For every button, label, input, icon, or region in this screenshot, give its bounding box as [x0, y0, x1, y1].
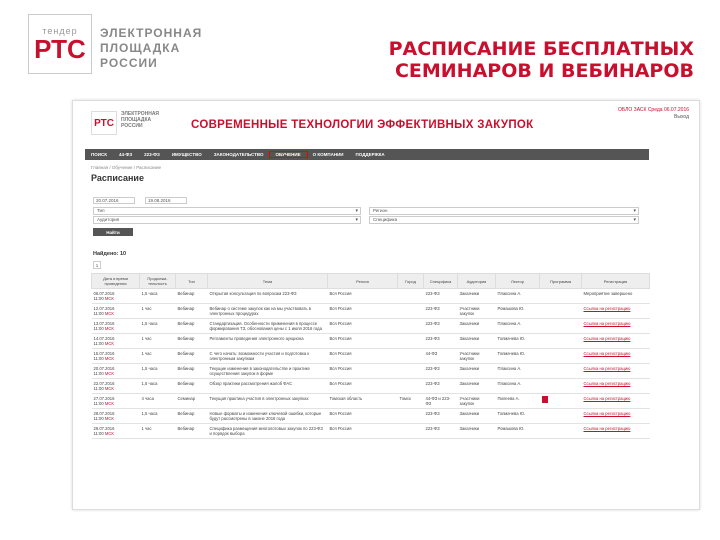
cell-city — [398, 424, 424, 439]
specialization-select[interactable]: Специфика ▾ — [369, 216, 639, 224]
cell-topic: Регламенты проведения электронного аукциона — [208, 334, 328, 349]
cell-city: Томск — [398, 394, 424, 409]
cell-time: 11:00 — [93, 386, 104, 391]
cell-timezone: МСК — [104, 311, 114, 316]
site-logo-line: ЭЛЕКТРОННАЯ — [121, 111, 160, 117]
table-row — [92, 379, 650, 394]
cell-city — [398, 349, 424, 364]
pdf-icon[interactable] — [542, 396, 548, 403]
cell-city — [398, 334, 424, 349]
logo-caption-line: ЭЛЕКТРОННАЯ — [100, 26, 203, 40]
cell-region: Вся Россия — [328, 349, 398, 364]
cell-time: 11:00 — [93, 371, 104, 376]
cell-topic: Вебинар о системе закупок как на мы участвовать в электронных процедурах — [208, 304, 328, 319]
cell-audience: Участники закупок — [458, 394, 496, 409]
cell-type: Семинар — [176, 394, 208, 409]
cell-date-day: 14.07.2016 — [93, 336, 115, 341]
table-header-row — [92, 274, 650, 289]
cell-time: 11:00 — [93, 416, 104, 421]
cell-program — [540, 364, 582, 379]
cell-date-day: 06.07.2016 — [93, 291, 115, 296]
page-title: Расписание — [91, 173, 144, 183]
col-header-topic[interactable]: Тема — [208, 274, 328, 289]
cell-city — [398, 289, 424, 304]
registration-link[interactable]: Ссылка на регистрацию — [582, 334, 650, 349]
cell-duration: 1,5 часа — [140, 289, 176, 304]
cell-type: Вебинар — [176, 409, 208, 424]
site-banner: СОВРЕМЕННЫЕ ТЕХНОЛОГИИ ЭФФЕКТИВНЫХ ЗАКУПОК — [191, 119, 534, 131]
cell-audience: Заказчики — [458, 364, 496, 379]
table-row — [92, 289, 650, 304]
cell-program — [540, 334, 582, 349]
cell-region: Вся Россия — [328, 409, 398, 424]
cell-lector: Ромашова Ю. — [496, 304, 540, 319]
cell-program — [540, 289, 582, 304]
cell-lector: Толмачева Ю. — [496, 349, 540, 364]
cell-date — [92, 409, 140, 424]
cell-duration: 1 час — [140, 334, 176, 349]
cell-lector: Ромашова Ю. — [496, 424, 540, 439]
logo-mark — [28, 14, 92, 74]
cell-date — [92, 319, 140, 334]
cell-timezone: МСК — [104, 371, 114, 376]
cell-date — [92, 349, 140, 364]
type-select[interactable]: Тип ▾ — [93, 207, 361, 215]
rts-tender-logo — [28, 14, 202, 74]
cell-audience: Участники закупок — [458, 349, 496, 364]
registration-link[interactable]: Ссылка на регистрацию — [582, 364, 650, 379]
audience-select[interactable]: Аудитория ▾ — [93, 216, 361, 224]
cell-lector: Плаксина А. — [496, 364, 540, 379]
col-header-audience[interactable]: Аудитория — [458, 274, 496, 289]
cell-date-day: 20.07.2016 — [93, 366, 115, 371]
cell-type: Вебинар — [176, 289, 208, 304]
cell-specifics: 223-ФЗ — [424, 379, 458, 394]
cell-city — [398, 319, 424, 334]
nav-item-training[interactable]: ОБУЧЕНИЕ — [270, 152, 307, 157]
cell-date-day: 12.07.2016 — [93, 306, 115, 311]
cell-program — [540, 409, 582, 424]
site-logo-line: РОССИИ — [121, 123, 143, 129]
cell-audience: Участники закупок — [458, 304, 496, 319]
cell-region: Вся Россия — [328, 289, 398, 304]
cell-duration: 1 час — [140, 424, 176, 439]
breadcrumb[interactable]: Главная / Обучение / Расписание — [91, 165, 162, 170]
col-header-date[interactable]: Дата и время проведения — [92, 274, 140, 289]
cell-time: 11:00 — [93, 341, 104, 346]
col-header-city[interactable]: Город — [398, 274, 424, 289]
cell-region: Вся Россия — [328, 334, 398, 349]
cell-type: Вебинар — [176, 379, 208, 394]
logo-big-text: РТС — [34, 34, 86, 64]
cell-specifics: 223-ФЗ — [424, 289, 458, 304]
user-info[interactable]: ОБЛО ЗАСК Среда 06.07.2016 — [617, 107, 689, 113]
cell-program — [540, 349, 582, 364]
cell-duration: 1 час — [140, 304, 176, 319]
cell-duration: 4 часа — [140, 394, 176, 409]
cell-timezone: МСК — [104, 296, 114, 301]
cell-date — [92, 364, 140, 379]
table-row — [92, 394, 650, 409]
cell-duration: 1,5 часа — [140, 379, 176, 394]
cell-date-day: 15.07.2016 — [93, 351, 115, 356]
col-header-specifics[interactable]: Специфика — [424, 274, 458, 289]
cell-specifics: 44-ФЗ и 223-ФЗ — [424, 394, 458, 409]
cell-audience: Заказчики — [458, 319, 496, 334]
col-header-type[interactable]: Тип — [176, 274, 208, 289]
cell-program — [540, 379, 582, 394]
cell-city — [398, 379, 424, 394]
nav-item-223fz[interactable]: 223-ФЗ — [144, 152, 160, 157]
cell-audience: Заказчики — [458, 289, 496, 304]
cell-date — [92, 334, 140, 349]
cell-audience: Заказчики — [458, 424, 496, 439]
nav-item-support[interactable]: ПОДДЕРЖКА — [355, 152, 385, 157]
logo-caption-line: РОССИИ — [100, 56, 158, 70]
cell-time: 11:00 — [93, 431, 104, 436]
cell-specifics: 223-ФЗ — [424, 409, 458, 424]
cell-date-day: 27.07.2016 — [93, 396, 115, 401]
cell-duration: 1,5 часа — [140, 319, 176, 334]
cell-timezone: МСК — [104, 386, 114, 391]
logout-link[interactable]: Выход — [674, 114, 689, 120]
schedule-table — [91, 273, 650, 439]
cell-date — [92, 424, 140, 439]
cell-time: 11:00 — [93, 401, 104, 406]
website-screenshot — [72, 100, 700, 510]
cell-date — [92, 304, 140, 319]
cell-audience: Заказчики — [458, 334, 496, 349]
cell-timezone: МСК — [104, 416, 114, 421]
logo-small-text: тендер — [42, 26, 78, 36]
cell-audience: Заказчики — [458, 409, 496, 424]
registration-link[interactable]: Ссылка на регистрацию — [582, 394, 650, 409]
pagination-page[interactable]: 1 — [93, 261, 101, 269]
cell-timezone: МСК — [104, 401, 114, 406]
main-nav — [85, 149, 649, 160]
cell-timezone: МСК — [104, 431, 114, 436]
cell-duration: 1,5 часа — [140, 364, 176, 379]
nav-item-property[interactable]: ИМУЩЕСТВО — [171, 152, 202, 157]
cell-duration: 1 час — [140, 349, 176, 364]
region-select[interactable]: Регион ▾ — [369, 207, 639, 215]
cell-date-day: 13.07.2016 — [93, 321, 115, 326]
site-header — [73, 101, 699, 145]
cell-specifics: 223-ФЗ — [424, 334, 458, 349]
table-row — [92, 364, 650, 379]
cell-lector: Пилеева А. — [496, 394, 540, 409]
cell-program — [540, 424, 582, 439]
cell-time: 11:00 — [93, 311, 104, 316]
cell-timezone: МСК — [104, 356, 114, 361]
col-header-lector[interactable]: Лектор — [496, 274, 540, 289]
cell-region: Вся Россия — [328, 424, 398, 439]
cell-program — [540, 319, 582, 334]
cell-topic: Текущие изменения в законодательстве и практике осуществления закупок в форме — [208, 364, 328, 379]
registration-link[interactable]: Ссылка на регистрацию — [582, 409, 650, 424]
nav-item-44fz[interactable]: 44-ФЗ — [118, 152, 133, 157]
cell-topic: Стандартизация. Особенности применения в процессе формирования ТЗ, обоснования цены с 1 июля 2016 года — [208, 319, 328, 334]
cell-timezone: МСК — [104, 341, 114, 346]
table-row — [92, 349, 650, 364]
cell-region: Вся Россия — [328, 319, 398, 334]
table-row — [92, 409, 650, 424]
cell-city — [398, 304, 424, 319]
cell-region: Вся Россия — [328, 364, 398, 379]
cell-topic: Открытая консультация по вопросам 223-ФЗ — [208, 289, 328, 304]
cell-audience: Заказчики — [458, 379, 496, 394]
table-row — [92, 319, 650, 334]
cell-type: Вебинар — [176, 334, 208, 349]
col-header-duration[interactable]: Продолжи-тельность — [140, 274, 176, 289]
cell-date-day: 22.07.2016 — [93, 381, 115, 386]
registration-status: Мероприятие завершено — [582, 289, 650, 304]
cell-specifics: 44-ФЗ — [424, 349, 458, 364]
cell-lector: Толмачева Ю. — [496, 409, 540, 424]
nav-item-about[interactable]: О КОМПАНИИ — [312, 152, 344, 157]
table-row — [92, 334, 650, 349]
registration-link[interactable]: Ссылка на регистрацию — [582, 349, 650, 364]
cell-lector: Толмачева Ю. — [496, 334, 540, 349]
cell-topic: Новые форматы и изменения ключевой ошибки, которые будут рассмотрены в законе 2016 года — [208, 409, 328, 424]
cell-specifics: 223-ФЗ — [424, 364, 458, 379]
cell-date — [92, 394, 140, 409]
cell-topic: Специфика размещения многолотовых закупок по 223-ФЗ и порядок выбора — [208, 424, 328, 439]
registration-link[interactable]: Ссылка на регистрацию — [582, 319, 650, 334]
cell-specifics: 223-ФЗ — [424, 319, 458, 334]
cell-program — [540, 394, 582, 409]
cell-date — [92, 379, 140, 394]
cell-region: Томская область — [328, 394, 398, 409]
date-from-input[interactable]: 20.07.2016 — [93, 197, 135, 204]
find-button[interactable]: Найти — [93, 228, 133, 236]
slide-title-line1: РАСПИСАНИЕ БЕСПЛАТНЫХ — [388, 38, 694, 60]
registration-link[interactable]: Ссылка на регистрацию — [582, 424, 650, 439]
cell-type: Вебинар — [176, 319, 208, 334]
date-to-input[interactable]: 19.08.2016 — [145, 197, 187, 204]
cell-topic: Текущая практика участия в электронных закупках — [208, 394, 328, 409]
registration-link[interactable]: Ссылка на регистрацию — [582, 304, 650, 319]
logo-caption — [100, 26, 202, 71]
cell-region: Вся Россия — [328, 304, 398, 319]
cell-time: 11:00 — [93, 326, 104, 331]
logo-caption-line: ПЛОЩАДКА — [100, 41, 181, 55]
cell-date-day: 29.07.2016 — [93, 426, 115, 431]
cell-timezone: МСК — [104, 326, 114, 331]
cell-date-day: 28.07.2016 — [93, 411, 115, 416]
cell-type: Вебинар — [176, 424, 208, 439]
site-logo-mark: РТС — [91, 111, 117, 135]
cell-lector: Плаксина А. — [496, 289, 540, 304]
col-header-program[interactable]: Программа — [540, 274, 582, 289]
cell-city — [398, 409, 424, 424]
nav-item-legislation[interactable]: ЗАКОНОДАТЕЛЬСТВО — [213, 152, 264, 157]
site-logo[interactable] — [91, 111, 159, 135]
registration-link[interactable]: Ссылка на регистрацию — [582, 379, 650, 394]
cell-type: Вебинар — [176, 304, 208, 319]
cell-time: 11:00 — [93, 296, 104, 301]
cell-city — [398, 364, 424, 379]
cell-program — [540, 304, 582, 319]
site-logo-caption — [121, 111, 159, 135]
col-header-registration[interactable]: Регистрация — [582, 274, 650, 289]
cell-type: Вебинар — [176, 349, 208, 364]
user-box — [618, 107, 689, 121]
cell-topic: Обзор практики рассмотрения жалоб ФАС — [208, 379, 328, 394]
table-row — [92, 304, 650, 319]
table-row — [92, 424, 650, 439]
col-header-region[interactable]: Регион — [328, 274, 398, 289]
slide-title-line2: СЕМИНАРОВ И ВЕБИНАРОВ — [394, 60, 694, 82]
nav-item-search[interactable]: ПОИСК — [91, 152, 107, 157]
cell-time: 11:00 — [93, 356, 104, 361]
slide-title — [389, 38, 694, 82]
results-count: Найдено: 10 — [93, 251, 127, 257]
cell-type: Вебинар — [176, 364, 208, 379]
cell-lector: Плаксина А. — [496, 319, 540, 334]
cell-date — [92, 289, 140, 304]
cell-specifics: 223-ФЗ — [424, 304, 458, 319]
cell-lector: Плаксина А. — [496, 379, 540, 394]
cell-specifics: 223-ФЗ — [424, 424, 458, 439]
cell-duration: 1,5 часа — [140, 409, 176, 424]
site-logo-line: ПЛОЩАДКА — [121, 117, 152, 123]
table-body — [92, 289, 650, 439]
cell-region: Вся Россия — [328, 379, 398, 394]
cell-topic: С чего начать: возможности участия и подготовка к электронным закупкам — [208, 349, 328, 364]
